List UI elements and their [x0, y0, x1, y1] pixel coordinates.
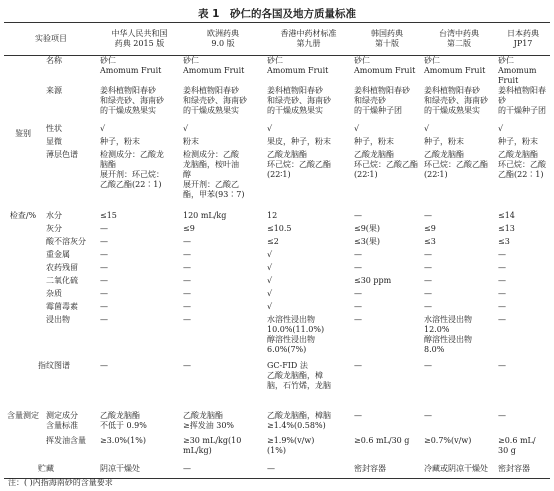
table-cell: 砂仁 Amomum Fruit: [100, 56, 162, 75]
table-cell: 水溶性浸出物 12.0% 醇溶性浸出物 8.0%: [424, 315, 472, 354]
table-cell: —: [424, 263, 432, 272]
table-cell: √: [267, 302, 273, 311]
table-cell: —: [354, 361, 362, 370]
table-cell: 种子，粉末: [100, 137, 140, 146]
table-cell: ≥30 mL/kg(10 mL/kg): [183, 436, 242, 455]
group-label: 检查/%: [9, 211, 37, 220]
table-cell: 乙酸龙脑酯 环己烷：乙酸乙酯 (22∶1): [354, 150, 418, 179]
table-cell: 姜科植物阳春砂 和绿壳砂、海南砂 的干燥成熟果实: [424, 86, 488, 115]
table-cell: —: [354, 315, 362, 324]
table-cell: —: [354, 289, 362, 298]
header-row: [4, 23, 550, 56]
row-label: 重金属: [46, 250, 70, 259]
table-cell: —: [498, 302, 506, 311]
table-row: [4, 224, 550, 237]
table-cell: —: [183, 361, 191, 370]
table-row: [4, 436, 550, 464]
table-cell: —: [100, 263, 108, 272]
table-cell: —: [354, 263, 362, 272]
table-cell: 120 mL/kg: [183, 211, 227, 220]
row-label: 显微: [46, 137, 62, 146]
row-label: 农药残留: [46, 263, 78, 272]
table-cell: ≤2: [267, 237, 279, 246]
table-cell: ≥0.6 mL/ 30 g: [498, 436, 536, 455]
table-cell: GC-FID 法 乙酸龙脑酯，樟 脑，石竹烯，龙脑: [267, 361, 331, 390]
table-cell: 检测成分：乙酸 龙脑酯，桉叶油 醇 展开剂：乙酸乙 酯，甲苯(93∶7): [183, 150, 245, 199]
table-cell: —: [498, 250, 506, 259]
table-row: [4, 56, 550, 87]
header-cell: 中华人民共和国 药典 2015 版: [98, 23, 181, 56]
table-cell: 乙酸龙脑酯 不低于 0.9%: [100, 411, 147, 430]
table-cell: 乙酸龙脑酯 环己烷：乙酸乙酯 (22∶1): [267, 150, 331, 179]
row-label: 灰分: [46, 224, 62, 233]
table-cell: —: [100, 276, 108, 285]
table-row: [4, 289, 550, 302]
table-cell: 12: [267, 211, 278, 220]
header-cell: 台湾中药典 第二版: [422, 23, 496, 56]
table-footnote: 注：( )内指海南砂的含量要求: [8, 478, 113, 487]
table-cell: √: [183, 124, 189, 133]
table-row: [4, 250, 550, 263]
table-cell: 种子，粉末: [424, 137, 464, 146]
table-cell: —: [498, 315, 506, 324]
table-cell: √: [498, 124, 504, 133]
table-row: [4, 237, 550, 250]
table-row: [4, 411, 550, 436]
group-label: 含量测定: [7, 411, 39, 420]
table-cell: 检测成分：乙酸龙 脑酯 展开剂：环己烷： 乙酸乙酯(22∶1): [100, 150, 164, 189]
row-label: 薄层色谱: [46, 150, 78, 159]
row-label: 霉菌毒素: [46, 302, 78, 311]
table-cell: —: [354, 302, 362, 311]
table-cell: ≤3(果): [354, 237, 381, 246]
table-row: [4, 137, 550, 150]
table-cell: ≤3: [424, 237, 436, 246]
table-cell: —: [354, 411, 362, 420]
table-row: [4, 302, 550, 315]
row-label: 浸出物: [46, 315, 70, 324]
table-cell: √: [354, 124, 360, 133]
table-cell: √: [267, 289, 273, 298]
table-cell: ≤13: [498, 224, 515, 233]
table-cell: —: [100, 237, 108, 246]
row-label: 水分: [46, 211, 62, 220]
table-cell: 果皮，种子，粉末: [267, 137, 331, 146]
table-row: [4, 263, 550, 276]
row-label: 测定成分 含量标准: [46, 411, 78, 430]
table-cell: 乙酸龙脑酯 环己烷：乙酸 乙酯(22∶1): [498, 150, 546, 179]
row-label: 贮藏: [4, 464, 98, 478]
table-row: [4, 124, 550, 137]
table-cell: ≤9: [183, 224, 195, 233]
table-cell: —: [424, 302, 432, 311]
table-cell: √: [267, 276, 273, 285]
table-cell: √: [267, 124, 273, 133]
table-cell: —: [100, 361, 108, 370]
table-cell: 砂仁 Amomum Fruit: [498, 56, 537, 85]
table-cell: 种子，粉末: [354, 137, 394, 146]
table-cell: 砂仁 Amomum Fruit: [354, 56, 416, 75]
table-cell: —: [183, 315, 191, 324]
header-cell: 欧洲药典 9.0 版: [181, 23, 265, 56]
table-cell: —: [183, 250, 191, 259]
table-cell: —: [265, 464, 352, 478]
table-cell: 种子，粉末: [498, 137, 538, 146]
quality-standard-table: [4, 22, 550, 479]
table-row: [4, 276, 550, 289]
table-cell: 姜科植物阳春砂 和绿壳砂、海南砂 的干燥成熟果实: [183, 86, 247, 115]
table-row: [4, 315, 550, 361]
row-label: 来源: [46, 86, 62, 95]
row-label: 名称: [46, 56, 62, 65]
row-label: 杂质: [46, 289, 62, 298]
table-cell: 砂仁 Amomum Fruit: [267, 56, 329, 75]
table-cell: ≤14: [498, 211, 515, 220]
table-title: 表 1 砂仁的各国及地方质量标准: [198, 8, 356, 20]
table-cell: 姜科植物阳春砂 和绿壳砂、海南砂 的干燥成熟果实: [267, 86, 331, 115]
table-cell: ≤10.5: [267, 224, 292, 233]
table-cell: —: [498, 289, 506, 298]
table-row: [4, 211, 550, 224]
table-cell: ≥0.6 mL/30 g: [354, 436, 410, 445]
table-cell: 冷藏或阴凉干燥处: [422, 464, 496, 478]
table-cell: —: [100, 224, 108, 233]
table-cell: ≥0.7%(v/w): [424, 436, 472, 445]
table-cell: —: [424, 289, 432, 298]
group-label: 鉴别: [15, 128, 31, 138]
table-cell: —: [100, 302, 108, 311]
header-cell: 实验项目: [4, 23, 98, 56]
table-cell: 姜科植物阳春砂 和绿壳砂、海南砂 的干燥成熟果实: [100, 86, 164, 115]
table-cell: —: [424, 250, 432, 259]
table-cell: 密封容器: [352, 464, 422, 478]
row-label: 性状: [46, 124, 62, 133]
table-cell: 砂仁 Amomum Fruit: [183, 56, 245, 75]
table-cell: —: [100, 250, 108, 259]
row-label: 酸不溶灰分: [46, 237, 86, 246]
table-cell: —: [183, 289, 191, 298]
table-cell: 粉末: [183, 137, 199, 146]
table-cell: 姜科植物阳春砂 和绿壳砂 的干燥种子团: [354, 86, 410, 115]
table-row: [4, 150, 550, 211]
table-cell: —: [498, 263, 506, 272]
table-cell: √: [100, 124, 106, 133]
table-cell: ≥1.9%(v/w) (1%): [267, 436, 315, 455]
table-cell: ≤9(果): [354, 224, 381, 233]
table-cell: —: [424, 211, 432, 220]
table-cell: 乙酸龙脑酯，樟脑 ≥1.4%(0.58%): [267, 411, 331, 430]
table-row: [4, 86, 550, 124]
table-cell: —: [183, 276, 191, 285]
table-cell: ≤15: [100, 211, 117, 220]
table-cell: ≤30 ppm: [354, 276, 392, 285]
table-cell: ≤9: [424, 224, 436, 233]
table-cell: ≤3: [498, 237, 510, 246]
table-cell: —: [181, 464, 265, 478]
table-cell: 水溶性浸出物 10.0%(11.0%) 醇溶性浸出物 6.0%(7%): [267, 315, 325, 354]
table-cell: 砂仁 Amomum Fruit: [424, 56, 486, 75]
table-cell: —: [424, 411, 432, 420]
table-cell: —: [498, 361, 506, 370]
table-cell: —: [498, 411, 506, 420]
table-cell: 乙酸龙脑酯 ≥挥发油 30%: [183, 411, 235, 430]
table-cell: 乙酸龙脑酯 环己烷：乙酸乙酯 (22∶1): [424, 150, 488, 179]
table-cell: —: [100, 315, 108, 324]
header-cell: 韩国药典 第十版: [352, 23, 422, 56]
table-cell: 姜科植物阳春砂 的干燥种子团: [498, 86, 546, 115]
table-cell: 阴凉干燥处: [98, 464, 181, 478]
table-cell: ≥3.0%(1%): [100, 436, 146, 445]
table-cell: √: [424, 124, 430, 133]
table-cell: 密封容器: [496, 464, 550, 478]
table-row: [4, 464, 550, 478]
table-cell: —: [424, 361, 432, 370]
header-cell: 香港中药材标准 第九册: [265, 23, 352, 56]
table-cell: —: [183, 237, 191, 246]
table-cell: √: [267, 263, 273, 272]
table-cell: —: [354, 211, 362, 220]
table-cell: —: [183, 302, 191, 311]
row-label: 挥发油含量: [46, 436, 86, 445]
table-cell: —: [354, 250, 362, 259]
row-label: 指纹图谱: [38, 361, 70, 370]
table-cell: √: [267, 250, 273, 259]
table-cell: —: [183, 263, 191, 272]
table-cell: —: [100, 289, 108, 298]
table-row: [4, 361, 550, 411]
table-cell: —: [498, 276, 506, 285]
header-cell: 日本药典 JP17: [496, 23, 550, 56]
table-cell: —: [424, 276, 432, 285]
row-label: 二氧化硫: [46, 276, 78, 285]
